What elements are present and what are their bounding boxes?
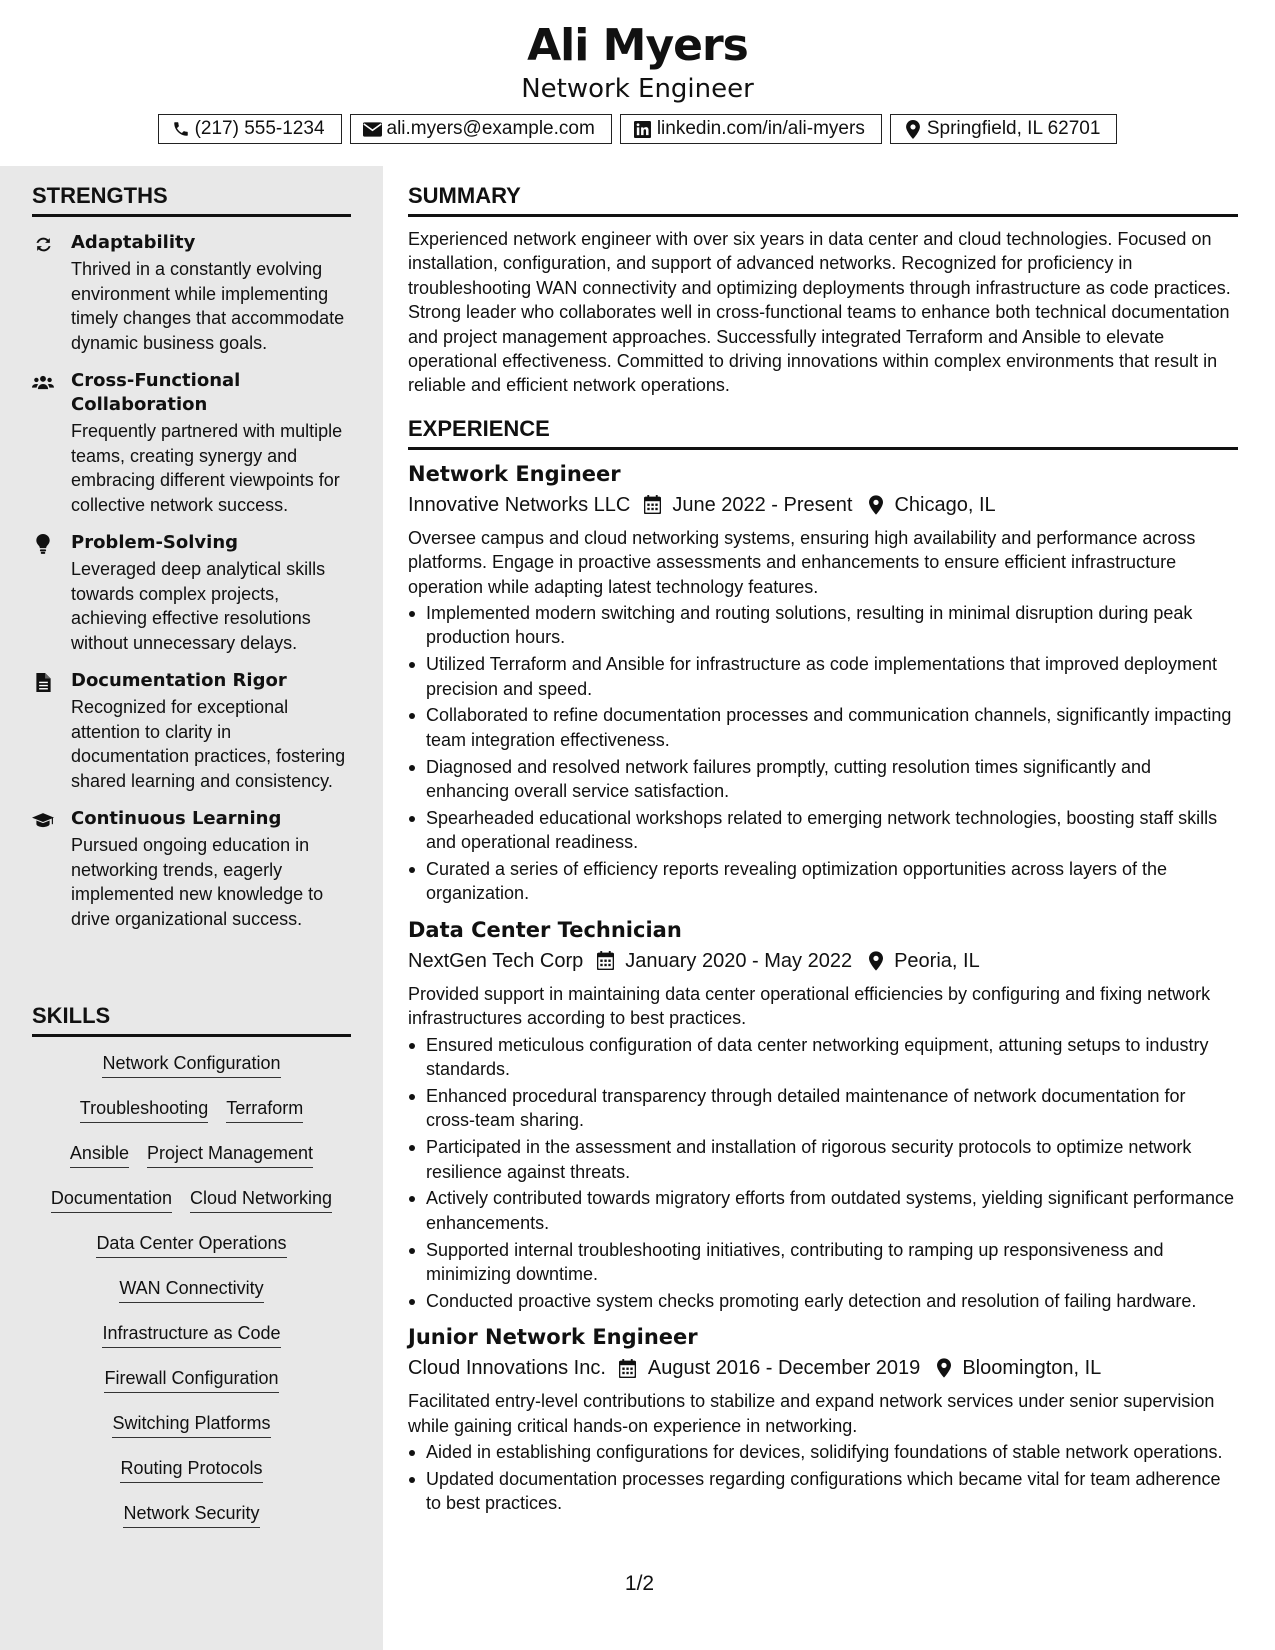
job-company: Cloud Innovations Inc. bbox=[408, 1357, 606, 1380]
job-location: Bloomington, IL bbox=[962, 1357, 1102, 1380]
job-dates: June 2022 - Present bbox=[672, 493, 853, 516]
job-bullet: Collaborated to refine documentation processes and communication channels, significantly impacting team integration effectiveness. bbox=[408, 703, 1238, 752]
document-icon bbox=[32, 672, 54, 692]
skill-tag: Troubleshooting bbox=[80, 1096, 208, 1123]
job-title: Junior Network Engineer bbox=[408, 1325, 698, 1350]
contact-linkedin[interactable] bbox=[620, 114, 882, 144]
contact-email[interactable] bbox=[350, 114, 612, 144]
strengths-section bbox=[32, 183, 351, 945]
job-bullet: Utilized Terraform and Ansible for infrastructure as code implementations that improved deployment precision and speed. bbox=[408, 652, 1238, 701]
job-dates: August 2016 - December 2019 bbox=[647, 1357, 921, 1380]
candidate-name: Ali Myers bbox=[527, 20, 748, 71]
envelope-icon bbox=[363, 119, 383, 139]
skill-tag: Infrastructure as Code bbox=[102, 1321, 280, 1348]
users-icon bbox=[32, 372, 54, 392]
section-divider bbox=[408, 447, 1238, 450]
skill-tag: Project Management bbox=[147, 1141, 313, 1168]
map-pin-icon bbox=[866, 950, 886, 972]
page-number: 1/2 bbox=[624, 1572, 655, 1595]
skills-section bbox=[32, 1003, 351, 1546]
skills-list bbox=[32, 1051, 351, 1546]
skill-tag: Cloud Networking bbox=[190, 1186, 332, 1213]
job-bullet: Updated documentation processes regarding configurations which became vital for team adherence to best practices. bbox=[408, 1467, 1238, 1516]
strength-desc: Pursued ongoing education in networking trends, eagerly implemented new knowledge to drive organizational success. bbox=[71, 835, 324, 929]
strength-item bbox=[32, 669, 351, 793]
strength-item bbox=[32, 369, 351, 517]
strength-item bbox=[32, 807, 351, 931]
skills-heading: SKILLS bbox=[32, 1003, 111, 1028]
sync-icon bbox=[32, 234, 54, 254]
skill-tag: Ansible bbox=[70, 1141, 129, 1168]
job-entry bbox=[408, 1323, 1238, 1515]
strength-item bbox=[32, 231, 351, 355]
candidate-role: Network Engineer bbox=[521, 74, 754, 104]
job-bullet: Supported internal troubleshooting initiatives, contributing to ramping up responsiveness and minimizing downtime. bbox=[408, 1238, 1238, 1287]
job-bullets bbox=[408, 1033, 1238, 1313]
job-description: Facilitated entry-level contributions to stabilize and expand network services under senior supervision while gaining critical hands-on experience in networking. bbox=[408, 1391, 1215, 1436]
job-bullet: Curated a series of efficiency reports revealing optimization opportunities across layers of the organization. bbox=[408, 857, 1238, 906]
contact-text: (217) 555-1234 bbox=[194, 118, 325, 139]
strength-title: Adaptability bbox=[71, 232, 196, 253]
job-bullet: Conducted proactive system checks promoting early detection and resolution of failing hardware. bbox=[408, 1289, 1238, 1313]
job-bullet: Diagnosed and resolved network failures promptly, cutting resolution times significantly and enhancing overall service satisfaction. bbox=[408, 755, 1238, 804]
job-title: Data Center Technician bbox=[408, 917, 682, 942]
job-location: Chicago, IL bbox=[894, 493, 996, 516]
lightbulb-icon bbox=[32, 534, 54, 554]
strength-title: Cross-Functional Collaboration bbox=[71, 370, 241, 415]
skill-tag: Network Security bbox=[123, 1501, 259, 1528]
contact-location[interactable] bbox=[890, 114, 1118, 144]
strength-item bbox=[32, 531, 351, 655]
job-bullet: Enhanced procedural transparency through detailed maintenance of network documentation for cross-team sharing. bbox=[408, 1084, 1238, 1133]
summary-text: Experienced network engineer with over six years in data center and cloud technologies. Focused on installation, configuration, and support of advanced networks. Recognized for proficiency in troubleshooting WAN connectivity and optimizing deployments through infrastructure as code practices. Strong leader who collaborates well in cross-functional teams to enhance both technical documentation and project management approaches. Successfully integrated Terraform and Ansible to elevate operational effectiveness. Committed to driving innovations within complex environments that result in reliable and efficient network operations. bbox=[408, 229, 1231, 396]
job-description: Oversee campus and cloud networking systems, ensuring high availability and performance across platforms. Engage in proactive assessments and enhancements to ensure efficient infrastructure operation while adapting latest technology features. bbox=[408, 527, 1196, 597]
job-bullet: Spearheaded educational workshops related to emerging network technologies, boosting staff skills and operational readiness. bbox=[408, 806, 1238, 855]
skill-tag: Routing Protocols bbox=[120, 1456, 262, 1483]
job-bullet: Participated in the assessment and installation of rigorous security protocols to optimize network resilience against threats. bbox=[408, 1135, 1238, 1184]
skill-tag: Network Configuration bbox=[102, 1051, 280, 1078]
job-description: Provided support in maintaining data center operational efficiencies by configuring and fixing network infrastructures according to best practices. bbox=[408, 983, 1211, 1029]
strength-title: Documentation Rigor bbox=[71, 670, 287, 691]
job-bullets bbox=[408, 601, 1238, 906]
strength-title: Problem-Solving bbox=[71, 532, 239, 553]
experience-heading: EXPERIENCE bbox=[408, 415, 550, 441]
calendar-icon bbox=[595, 950, 615, 972]
job-company: NextGen Tech Corp bbox=[408, 949, 584, 972]
strength-desc: Recognized for exceptional attention to clarity in documentation practices, fostering shared learning and consistency. bbox=[71, 697, 346, 791]
calendar-icon bbox=[618, 1357, 638, 1379]
phone-icon bbox=[171, 119, 191, 139]
job-dates: January 2020 - May 2022 bbox=[625, 949, 853, 972]
job-bullet: Aided in establishing configurations for devices, solidifying foundations of stable network operations. bbox=[408, 1440, 1238, 1464]
skill-tag: Data Center Operations bbox=[96, 1231, 286, 1258]
skill-tag: Switching Platforms bbox=[112, 1411, 270, 1438]
skill-tag: WAN Connectivity bbox=[119, 1276, 263, 1303]
skill-tag: Firewall Configuration bbox=[104, 1366, 278, 1393]
skill-tag: Terraform bbox=[226, 1096, 303, 1123]
strength-title: Continuous Learning bbox=[71, 808, 282, 829]
skill-tag: Documentation bbox=[51, 1186, 172, 1213]
job-meta bbox=[408, 1354, 1238, 1382]
map-pin-icon bbox=[934, 1357, 954, 1379]
job-bullet: Ensured meticulous configuration of data center networking equipment, attuning setups to industry standards. bbox=[408, 1033, 1238, 1082]
job-title: Network Engineer bbox=[408, 461, 621, 486]
job-bullet: Implemented modern switching and routing solutions, resulting in minimal disruption during peak production hours. bbox=[408, 601, 1238, 650]
job-meta bbox=[408, 491, 1238, 519]
graduation-cap-icon bbox=[32, 810, 54, 830]
map-pin-icon bbox=[866, 494, 886, 516]
contact-bar bbox=[0, 114, 1275, 144]
strength-desc: Thrived in a constantly evolving environment while implementing timely changes that accommodate dynamic business goals. bbox=[71, 259, 345, 353]
main-column bbox=[408, 183, 1238, 1518]
linkedin-icon bbox=[633, 119, 653, 139]
contact-text: linkedin.com/in/ali-myers bbox=[656, 118, 865, 139]
strength-desc: Frequently partnered with multiple teams, creating synergy and embracing different viewpoints for collective network success. bbox=[71, 421, 343, 515]
job-entry bbox=[408, 460, 1238, 906]
map-pin-icon bbox=[903, 119, 923, 139]
job-company: Innovative Networks LLC bbox=[408, 493, 631, 516]
job-bullets bbox=[408, 1440, 1238, 1516]
contact-text: ali.myers@example.com bbox=[386, 118, 595, 139]
summary-heading: SUMMARY bbox=[408, 183, 521, 208]
section-divider bbox=[408, 214, 1238, 217]
contact-text: Springfield, IL 62701 bbox=[926, 118, 1101, 139]
contact-phone[interactable] bbox=[158, 114, 342, 144]
job-entry bbox=[408, 916, 1238, 1313]
job-bullet: Actively contributed towards migratory efforts from outdated systems, yielding significant performance enhancements. bbox=[408, 1186, 1238, 1235]
section-divider bbox=[32, 1034, 351, 1037]
job-meta bbox=[408, 947, 1238, 975]
job-location: Peoria, IL bbox=[894, 949, 980, 972]
calendar-icon bbox=[642, 494, 662, 516]
strength-desc: Leveraged deep analytical skills towards complex projects, achieving effective resolutions without unnecessary delays. bbox=[71, 559, 326, 653]
strengths-heading: STRENGTHS bbox=[32, 183, 168, 208]
